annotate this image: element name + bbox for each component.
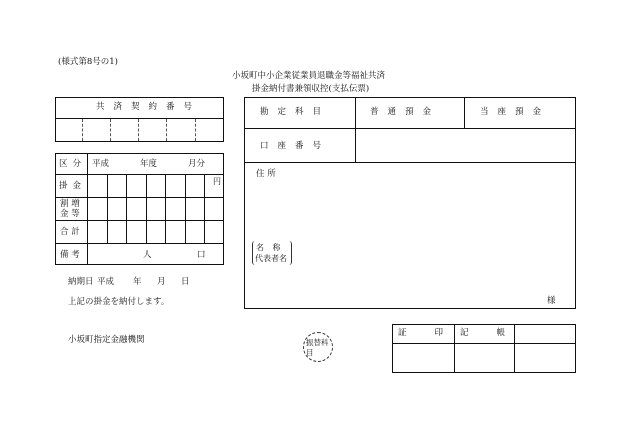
ordinary-deposit-label: 普通預金	[370, 107, 441, 117]
row-divider	[55, 220, 224, 221]
digit-column	[165, 174, 166, 243]
contract-number-label: 共済契約番号	[96, 102, 202, 112]
bank-name: 小坂町指定金融機関	[68, 335, 145, 345]
row-divider	[55, 174, 224, 175]
payment-date-month: 月	[157, 277, 166, 287]
fiscal-year-label: 年度	[140, 159, 158, 169]
remarks-label: 備 考	[60, 250, 80, 260]
column-divider	[355, 97, 356, 162]
digit-column	[146, 174, 147, 243]
sama-suffix: 様	[547, 296, 556, 306]
kakekin-label: 掛金	[59, 181, 87, 191]
digit-column	[107, 174, 108, 243]
form-title-line2: 掛金納付書兼領収控(支払伝票)	[252, 84, 370, 94]
seal-label: 証印	[398, 328, 472, 338]
warimashi-label-line1: 割 増	[60, 199, 80, 209]
payment-date-year: 年	[133, 277, 142, 287]
form-number: (様式第8号の1)	[58, 57, 118, 67]
digit-column	[126, 174, 127, 243]
digit-column	[185, 174, 186, 243]
ledger-label: 記帳	[460, 328, 534, 338]
payment-date-day: 日	[181, 277, 190, 287]
heisei-label: 平成	[92, 159, 110, 169]
divider	[55, 118, 224, 119]
monthly-table	[55, 153, 224, 265]
current-deposit-label: 当座預金	[480, 107, 551, 117]
address-label: 住 所	[256, 169, 276, 179]
row-divider	[244, 128, 576, 129]
name-label: 名 称	[256, 243, 284, 252]
transfer-stamp-line2: 目	[306, 348, 314, 357]
month-label: 月分	[188, 159, 206, 169]
digit-separator	[110, 119, 111, 141]
payment-statement: 上記の掛金を納付します。	[68, 297, 170, 307]
digit-separator	[195, 119, 196, 141]
account-title-label: 勘定科目	[260, 107, 331, 117]
row-divider	[244, 162, 576, 163]
digit-separator	[82, 119, 83, 141]
warimashi-label-line2: 金 等	[60, 209, 80, 219]
representative-label: 代表者名	[255, 254, 287, 263]
payment-date-label: 納期日	[68, 277, 94, 287]
digit-column	[204, 174, 205, 243]
transfer-stamp-line1: 振替科	[306, 338, 329, 347]
digit-separator	[138, 119, 139, 141]
account-number-label: 口座番号	[260, 141, 331, 151]
transfer-stamp	[303, 332, 333, 362]
row-divider	[55, 243, 224, 244]
row-divider	[392, 343, 576, 344]
column-divider	[464, 97, 465, 128]
kubun-label: 区分	[59, 159, 87, 169]
form-title-line1: 小坂町中小企業従業員退職金等福祉共済	[232, 71, 386, 81]
yen-unit: 円	[213, 177, 221, 186]
total-label: 合 計	[60, 227, 80, 237]
payment-date-era: 平成	[97, 277, 115, 287]
mouths-label: 口	[197, 250, 206, 260]
column-divider	[87, 153, 88, 265]
persons-label: 人	[143, 250, 152, 260]
row-divider	[55, 197, 224, 198]
digit-separator	[166, 119, 167, 141]
